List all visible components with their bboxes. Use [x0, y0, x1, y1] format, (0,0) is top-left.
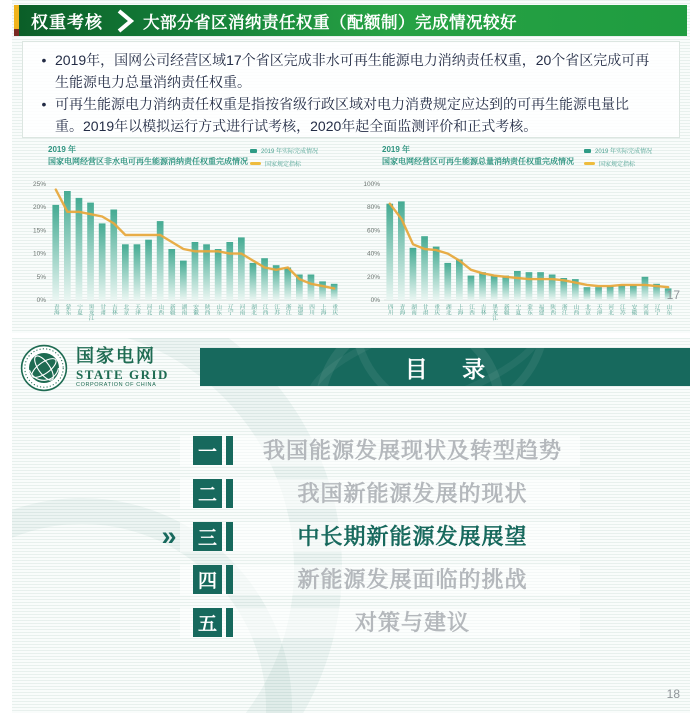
svg-text:新疆: 新疆: [502, 304, 509, 316]
svg-text:新疆: 新疆: [168, 304, 175, 316]
chart-year-label: 2019 年: [48, 145, 77, 154]
svg-text:25%: 25%: [32, 181, 46, 188]
toc-divider: [226, 608, 233, 637]
header-tag: 权重考核: [31, 13, 103, 32]
toc-divider: [226, 565, 233, 594]
svg-text:15%: 15%: [32, 227, 46, 235]
toc-number: 四: [193, 565, 222, 594]
svg-text:天津: 天津: [134, 304, 140, 316]
line-legend-swatch: [584, 162, 595, 165]
svg-text:江西: 江西: [261, 304, 268, 316]
toc-banner: [200, 348, 690, 386]
svg-text:5%: 5%: [36, 273, 46, 281]
bullet-item-1: [33, 50, 653, 94]
svg-text:100%: 100%: [363, 181, 380, 188]
svg-text:江苏: 江苏: [618, 304, 625, 316]
chart-title: [382, 144, 592, 169]
toc-number: 三: [193, 522, 222, 551]
toc-item-5: [12, 608, 690, 638]
bar-legend-swatch: [250, 149, 257, 153]
svg-text:辽宁: 辽宁: [226, 304, 233, 316]
chart-legend: [250, 146, 346, 172]
toc-label: 中长期新能源发展展望: [297, 524, 528, 549]
bullet-marker: •: [41, 95, 47, 112]
svg-text:甘肃: 甘肃: [99, 304, 106, 316]
toc-divider: [226, 436, 233, 465]
svg-text:吉林: 吉林: [479, 304, 486, 316]
svg-text:浙江: 浙江: [560, 304, 567, 316]
logo-cn: 国家电网: [76, 345, 156, 366]
svg-text:辽宁: 辽宁: [653, 304, 660, 316]
svg-text:0%: 0%: [370, 297, 380, 304]
svg-text:安徽: 安徽: [192, 304, 198, 316]
svg-text:山西: 山西: [157, 304, 164, 316]
svg-text:江苏: 江苏: [273, 304, 280, 316]
svg-text:甘肃: 甘肃: [421, 304, 428, 316]
svg-text:上海: 上海: [319, 304, 326, 316]
toc-list: [12, 338, 690, 713]
svg-text:60%: 60%: [366, 227, 380, 235]
svg-text:四川: 四川: [308, 304, 314, 316]
svg-text:青海: 青海: [398, 304, 405, 316]
svg-text:湖北: 湖北: [250, 304, 256, 316]
svg-text:湖南: 湖南: [180, 304, 187, 316]
line-legend-swatch: [250, 162, 261, 165]
legend-item-actual: 2019 年实际完成情况: [250, 146, 346, 155]
chart-nonhydro-re-weight: [22, 140, 346, 328]
chart-title: [48, 144, 258, 169]
svg-text:吉林: 吉林: [110, 304, 117, 316]
svg-text:20%: 20%: [32, 204, 46, 212]
svg-text:重庆: 重庆: [331, 304, 338, 316]
svg-text:河北: 河北: [607, 304, 614, 316]
legend-item-target: 国家规定指标: [250, 159, 346, 168]
svg-text:河北: 河北: [145, 304, 152, 316]
chevron-right-icon: [115, 9, 135, 33]
svg-text:蒙东: 蒙东: [64, 304, 71, 316]
svg-text:四川: 四川: [386, 304, 393, 316]
svg-text:0%: 0%: [36, 297, 46, 304]
toc-label: 对策与建议: [354, 610, 470, 635]
active-marker-icon: »: [161, 521, 177, 551]
charts-row: [22, 140, 680, 328]
svg-text:宁夏: 宁夏: [514, 304, 521, 316]
toc-number: 一: [193, 436, 222, 465]
svg-text:上海: 上海: [456, 304, 463, 316]
toc-number: 五: [193, 608, 222, 637]
bullet-list: [33, 50, 653, 138]
header-band: [19, 5, 687, 36]
svg-text:黑龙江: 黑龙江: [87, 304, 94, 321]
logo-en: STATE GRID: [76, 366, 169, 382]
svg-text:20%: 20%: [366, 273, 380, 281]
bar-legend-swatch: [584, 149, 591, 153]
svg-text:40%: 40%: [366, 250, 380, 258]
chart-legend: [584, 146, 680, 172]
toc-item-1: [12, 436, 690, 466]
svg-text:江西: 江西: [468, 304, 474, 316]
svg-text:福建: 福建: [296, 304, 303, 316]
bullet-marker: •: [41, 52, 47, 68]
chart-title-text: 国家电网经营区可再生能源总量消纳责任权重完成情况: [382, 157, 574, 167]
svg-text:山东: 山东: [215, 304, 222, 316]
chart-total-re-weight: [356, 140, 680, 328]
toc-banner-title: 目 录: [404, 355, 500, 382]
bullet-text: 2019年，国网公司经营区域17个省区完成非水可再生能源电力消纳责任权重，20个省区完成可再生能源电力总量消纳责任权重。: [55, 52, 650, 90]
slide-page-18: [12, 338, 690, 713]
chart-title-text: 国家电网经营区非水电可再生能源消纳责任权重完成情况: [48, 157, 248, 167]
page-number: 18: [666, 687, 680, 701]
chart-plot-svg: [22, 180, 346, 326]
toc-divider: [226, 522, 233, 551]
bullet-box: [22, 41, 680, 138]
svg-text:北京: 北京: [122, 304, 129, 316]
svg-text:浙江: 浙江: [284, 304, 291, 316]
legend-item-actual: 2019 年实际完成情况: [584, 146, 680, 155]
chart-year-label: 2019 年: [382, 145, 411, 154]
slide-header: [14, 5, 687, 36]
svg-text:北京: 北京: [584, 304, 590, 316]
svg-text:福建: 福建: [537, 304, 544, 316]
toc-label: 我国能源发展现状及转型趋势: [262, 438, 562, 463]
svg-text:湖南: 湖南: [410, 304, 416, 316]
svg-text:湖北: 湖北: [444, 304, 451, 316]
bullet-item-2: [33, 94, 653, 138]
svg-text:陕西: 陕西: [203, 304, 210, 316]
bullet-text: 可再生能源电力消纳责任权重是指按省级行政区域对电力消费规定应达到的可再生能源电量比重。2019年以模拟运行方式进行试考核，2020年起全面监测评价和正式考核。: [55, 95, 629, 134]
svg-text:山东: 山东: [665, 304, 672, 316]
svg-text:山西: 山西: [572, 304, 579, 316]
svg-text:河南: 河南: [642, 304, 648, 316]
svg-text:河南: 河南: [238, 304, 245, 316]
toc-item-2: [12, 479, 690, 509]
toc-divider: [226, 479, 233, 508]
svg-text:黑龙江: 黑龙江: [491, 304, 498, 321]
toc-label: 新能源发展面临的挑战: [297, 567, 528, 592]
page-title: 大部分省区消纳责任权重（配额制）完成情况较好: [143, 13, 517, 32]
legend-item-target: 国家规定指标: [584, 159, 680, 168]
toc-label: 我国新能源发展的现状: [297, 481, 528, 506]
slide-page-17: [12, 0, 690, 333]
toc-item-3: [12, 522, 690, 552]
toc-number: 二: [193, 479, 222, 508]
svg-text:重庆: 重庆: [433, 304, 440, 316]
svg-text:宁夏: 宁夏: [76, 304, 82, 316]
logo-sub: CORPORATION OF CHINA: [76, 382, 157, 389]
svg-text:安徽: 安徽: [630, 304, 637, 316]
svg-text:蒙东: 蒙东: [526, 304, 532, 316]
svg-text:天津: 天津: [595, 304, 602, 316]
svg-text:10%: 10%: [32, 250, 46, 258]
toc-item-4: [12, 565, 690, 595]
svg-text:陕西: 陕西: [549, 304, 556, 316]
page-number: 17: [666, 288, 680, 302]
svg-text:青海: 青海: [52, 304, 59, 316]
svg-text:80%: 80%: [366, 204, 380, 212]
chart-plot-svg: [356, 180, 680, 326]
